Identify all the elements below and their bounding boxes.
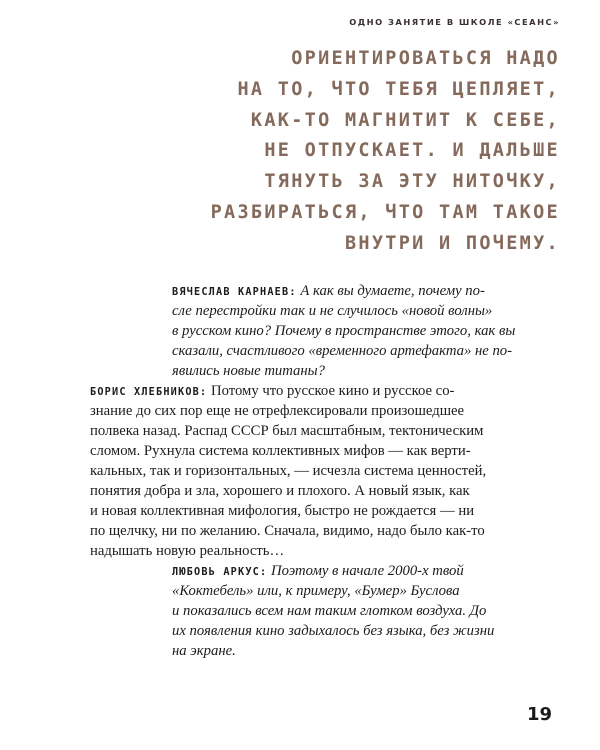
speaker-name: БОРИС ХЛЕБНИКОВ:: [90, 387, 208, 398]
answer-line: надышать новую реальность…: [90, 543, 285, 559]
question-line: ЛЮБОВЬ АРКУС: Поэтому в начале 2000-х твой: [172, 563, 464, 579]
question-line: «Коктебель» или, к примеру, «Бумер» Буслова: [172, 583, 460, 599]
question-line: их появления кино задыхалось без языка, без жизни: [172, 623, 495, 639]
pull-quote-line: ВНУТРИ И ПОЧЕМУ.: [344, 232, 560, 254]
pull-quote-line: ТЯНУТЬ ЗА ЭТУ НИТОЧКУ,: [264, 171, 560, 193]
answer-line: БОРИС ХЛЕБНИКОВ: Потому что русское кино и русское со-: [90, 383, 455, 399]
answer-line: понятия добра и зла, хорошего и плохого. А новый язык, как: [90, 483, 470, 499]
pull-quote-line: РАЗБИРАТЬСЯ, ЧТО ТАМ ТАКОЕ: [210, 201, 560, 223]
answer-line: полвека назад. Распад СССР был масштабным, тектоническим: [90, 423, 484, 439]
answer-line: кальных, так и горизонтальных, — исчезла система ценностей,: [90, 463, 487, 479]
answer-line: сломом. Рухнула система коллективных мифов — как верти-: [90, 443, 471, 459]
pull-quote: [160, 44, 560, 260]
answer-line: и новая коллективная мифология, быстро не рождается — ни: [90, 503, 475, 519]
answer-line: знание до сих пор еще не отрефлексировали произошедшее: [90, 403, 465, 419]
question-line: в русском кино? Почему в пространстве этого, как вы: [172, 323, 516, 339]
speaker-name: ВЯЧЕСЛАВ КАРНАЕВ:: [172, 287, 297, 298]
question-line: сле перестройки так и не случилось «новой волны»: [172, 303, 493, 319]
pull-quote-line: ОРИЕНТИРОВАТЬСЯ НАДО: [291, 48, 560, 69]
pull-quote-line: КАК-ТО МАГНИТИТ К СЕБЕ,: [250, 109, 560, 131]
question-line: на экране.: [172, 643, 236, 659]
question-line: сказали, счастливого «временного артефакта» не по-: [172, 343, 513, 359]
pull-quote-line: НА ТО, ЧТО ТЕБЯ ЦЕПЛЯЕТ,: [237, 78, 560, 100]
question-line: и показались всем нам таким глотком воздуха. До: [172, 603, 487, 619]
running-head: ОДНО ЗАНЯТИЕ В ШКОЛЕ «СЕАНС»: [349, 17, 560, 27]
answer-line: по щелчку, ни по желанию. Сначала, видимо, надо было как-то: [90, 523, 485, 539]
question-line: явились новые титаны?: [172, 363, 325, 379]
page-number: 19: [526, 704, 552, 725]
question-line: ВЯЧЕСЛАВ КАРНАЕВ: А как вы думаете, почему по-: [172, 283, 485, 299]
speaker-name: ЛЮБОВЬ АРКУС:: [172, 567, 268, 578]
pull-quote-line: НЕ ОТПУСКАЕТ. И ДАЛЬШЕ: [264, 140, 560, 162]
